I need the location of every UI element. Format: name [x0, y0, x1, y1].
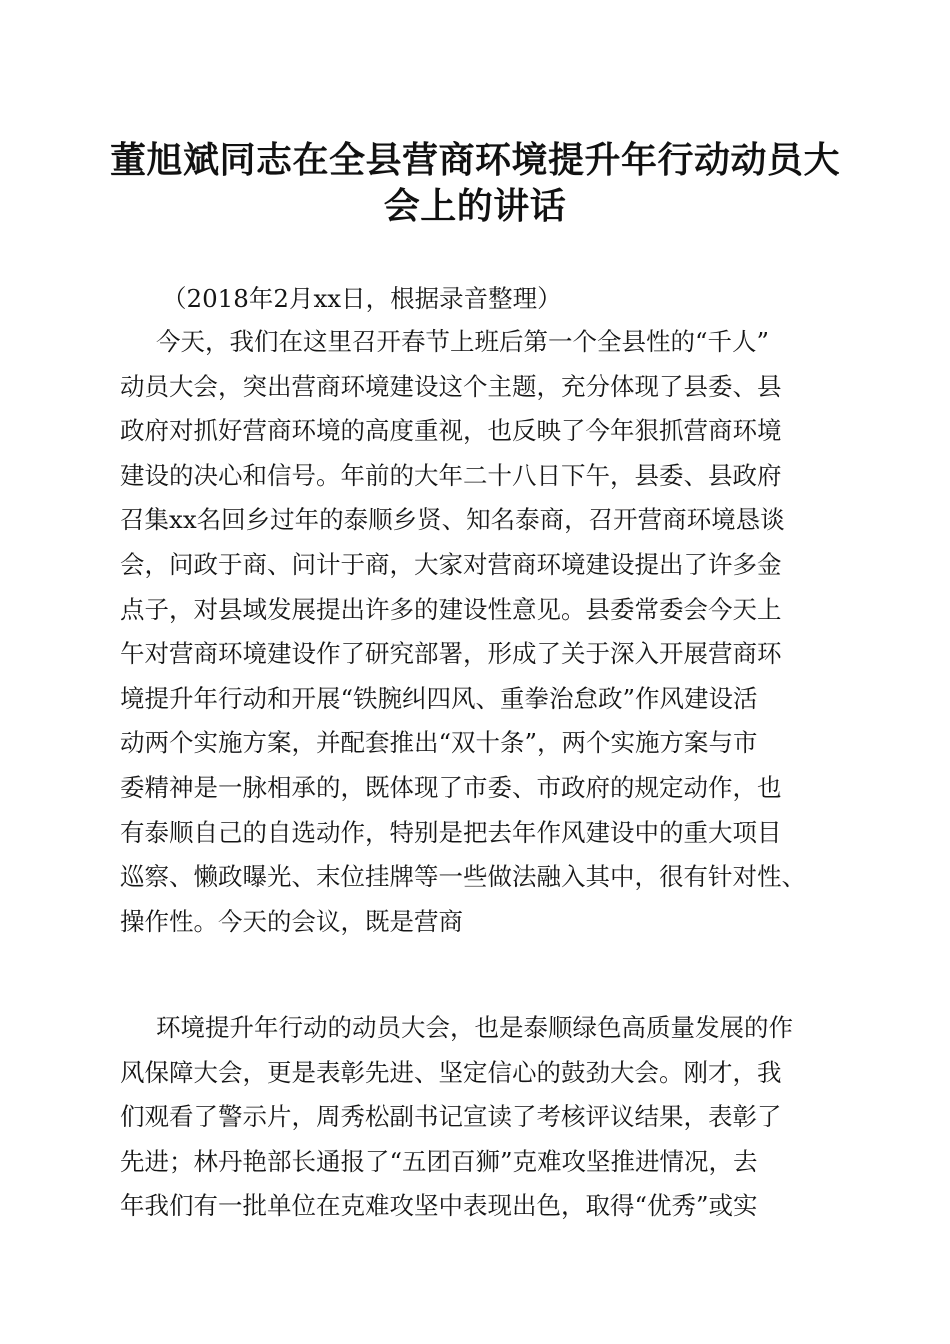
- text-line: 有泰顺自己的自选动作，特别是把去年作风建设中的重大项目: [120, 817, 782, 847]
- text-line: 会，问政于商、问计于商，大家对营商环境建设提出了许多金: [120, 549, 782, 579]
- text-line: 动员大会，突出营商环境建设这个主题，充分体现了县委、县: [120, 371, 782, 401]
- text-line: 境提升年行动和开展“铁腕纠四风、重拳治怠政”作风建设活: [120, 683, 758, 713]
- text-line: 点子，对县域发展提出许多的建设性意见。县委常委会今天上: [120, 594, 782, 624]
- text-line: 巡察、懒政曝光、末位挂牌等一些做法融入其中，很有针对性、: [120, 862, 806, 892]
- text-line: 午对营商环境建设作了研究部署，形成了关于深入开展营商环: [120, 639, 782, 669]
- paragraph-2: [120, 1006, 840, 1229]
- text-line: 建设的决心和信号。年前的大年二十八日下午，县委、县政府: [120, 460, 782, 490]
- text-line: 环境提升年行动的动员大会，也是泰顺绿色高质量发展的作: [156, 1013, 793, 1042]
- text-line: 风保障大会，更是表彰先进、坚定信心的鼓劲大会。刚才，我: [120, 1057, 782, 1087]
- text-line: 今天，我们在这里召开春节上班后第一个全县性的“千人”: [156, 327, 770, 356]
- text-line: 年我们有一批单位在克难攻坚中表现出色，取得“优秀”或实: [120, 1191, 758, 1221]
- text-line: 政府对抓好营商环境的高度重视，也反映了今年狠抓营商环境: [120, 416, 782, 446]
- text-line: 委精神是一脉相承的，既体现了市委、市政府的规定动作，也: [120, 772, 782, 802]
- title-line-1: 董旭斌同志在全县营商环境提升年行动动员大: [109, 139, 840, 181]
- dateline: （2018年2月xx日，根据录音整理）: [162, 284, 562, 313]
- title-line-2: 会上的讲话: [383, 185, 567, 227]
- text-line: 先进；林丹艳部长通报了“五团百狮”克难攻坚推进情况，去: [120, 1146, 758, 1176]
- paragraph-1: [120, 320, 840, 944]
- text-line: 们观看了警示片，周秀松副书记宣读了考核评议结果，表彰了: [120, 1102, 782, 1132]
- document-title: [100, 137, 850, 229]
- text-line: 召集xx名回乡过年的泰顺乡贤、知名泰商，召开营商环境恳谈: [120, 505, 785, 535]
- text-line: 操作性。今天的会议，既是营商: [120, 906, 463, 936]
- text-line: 动两个实施方案，并配套推出“双十条”，两个实施方案与市: [120, 728, 758, 758]
